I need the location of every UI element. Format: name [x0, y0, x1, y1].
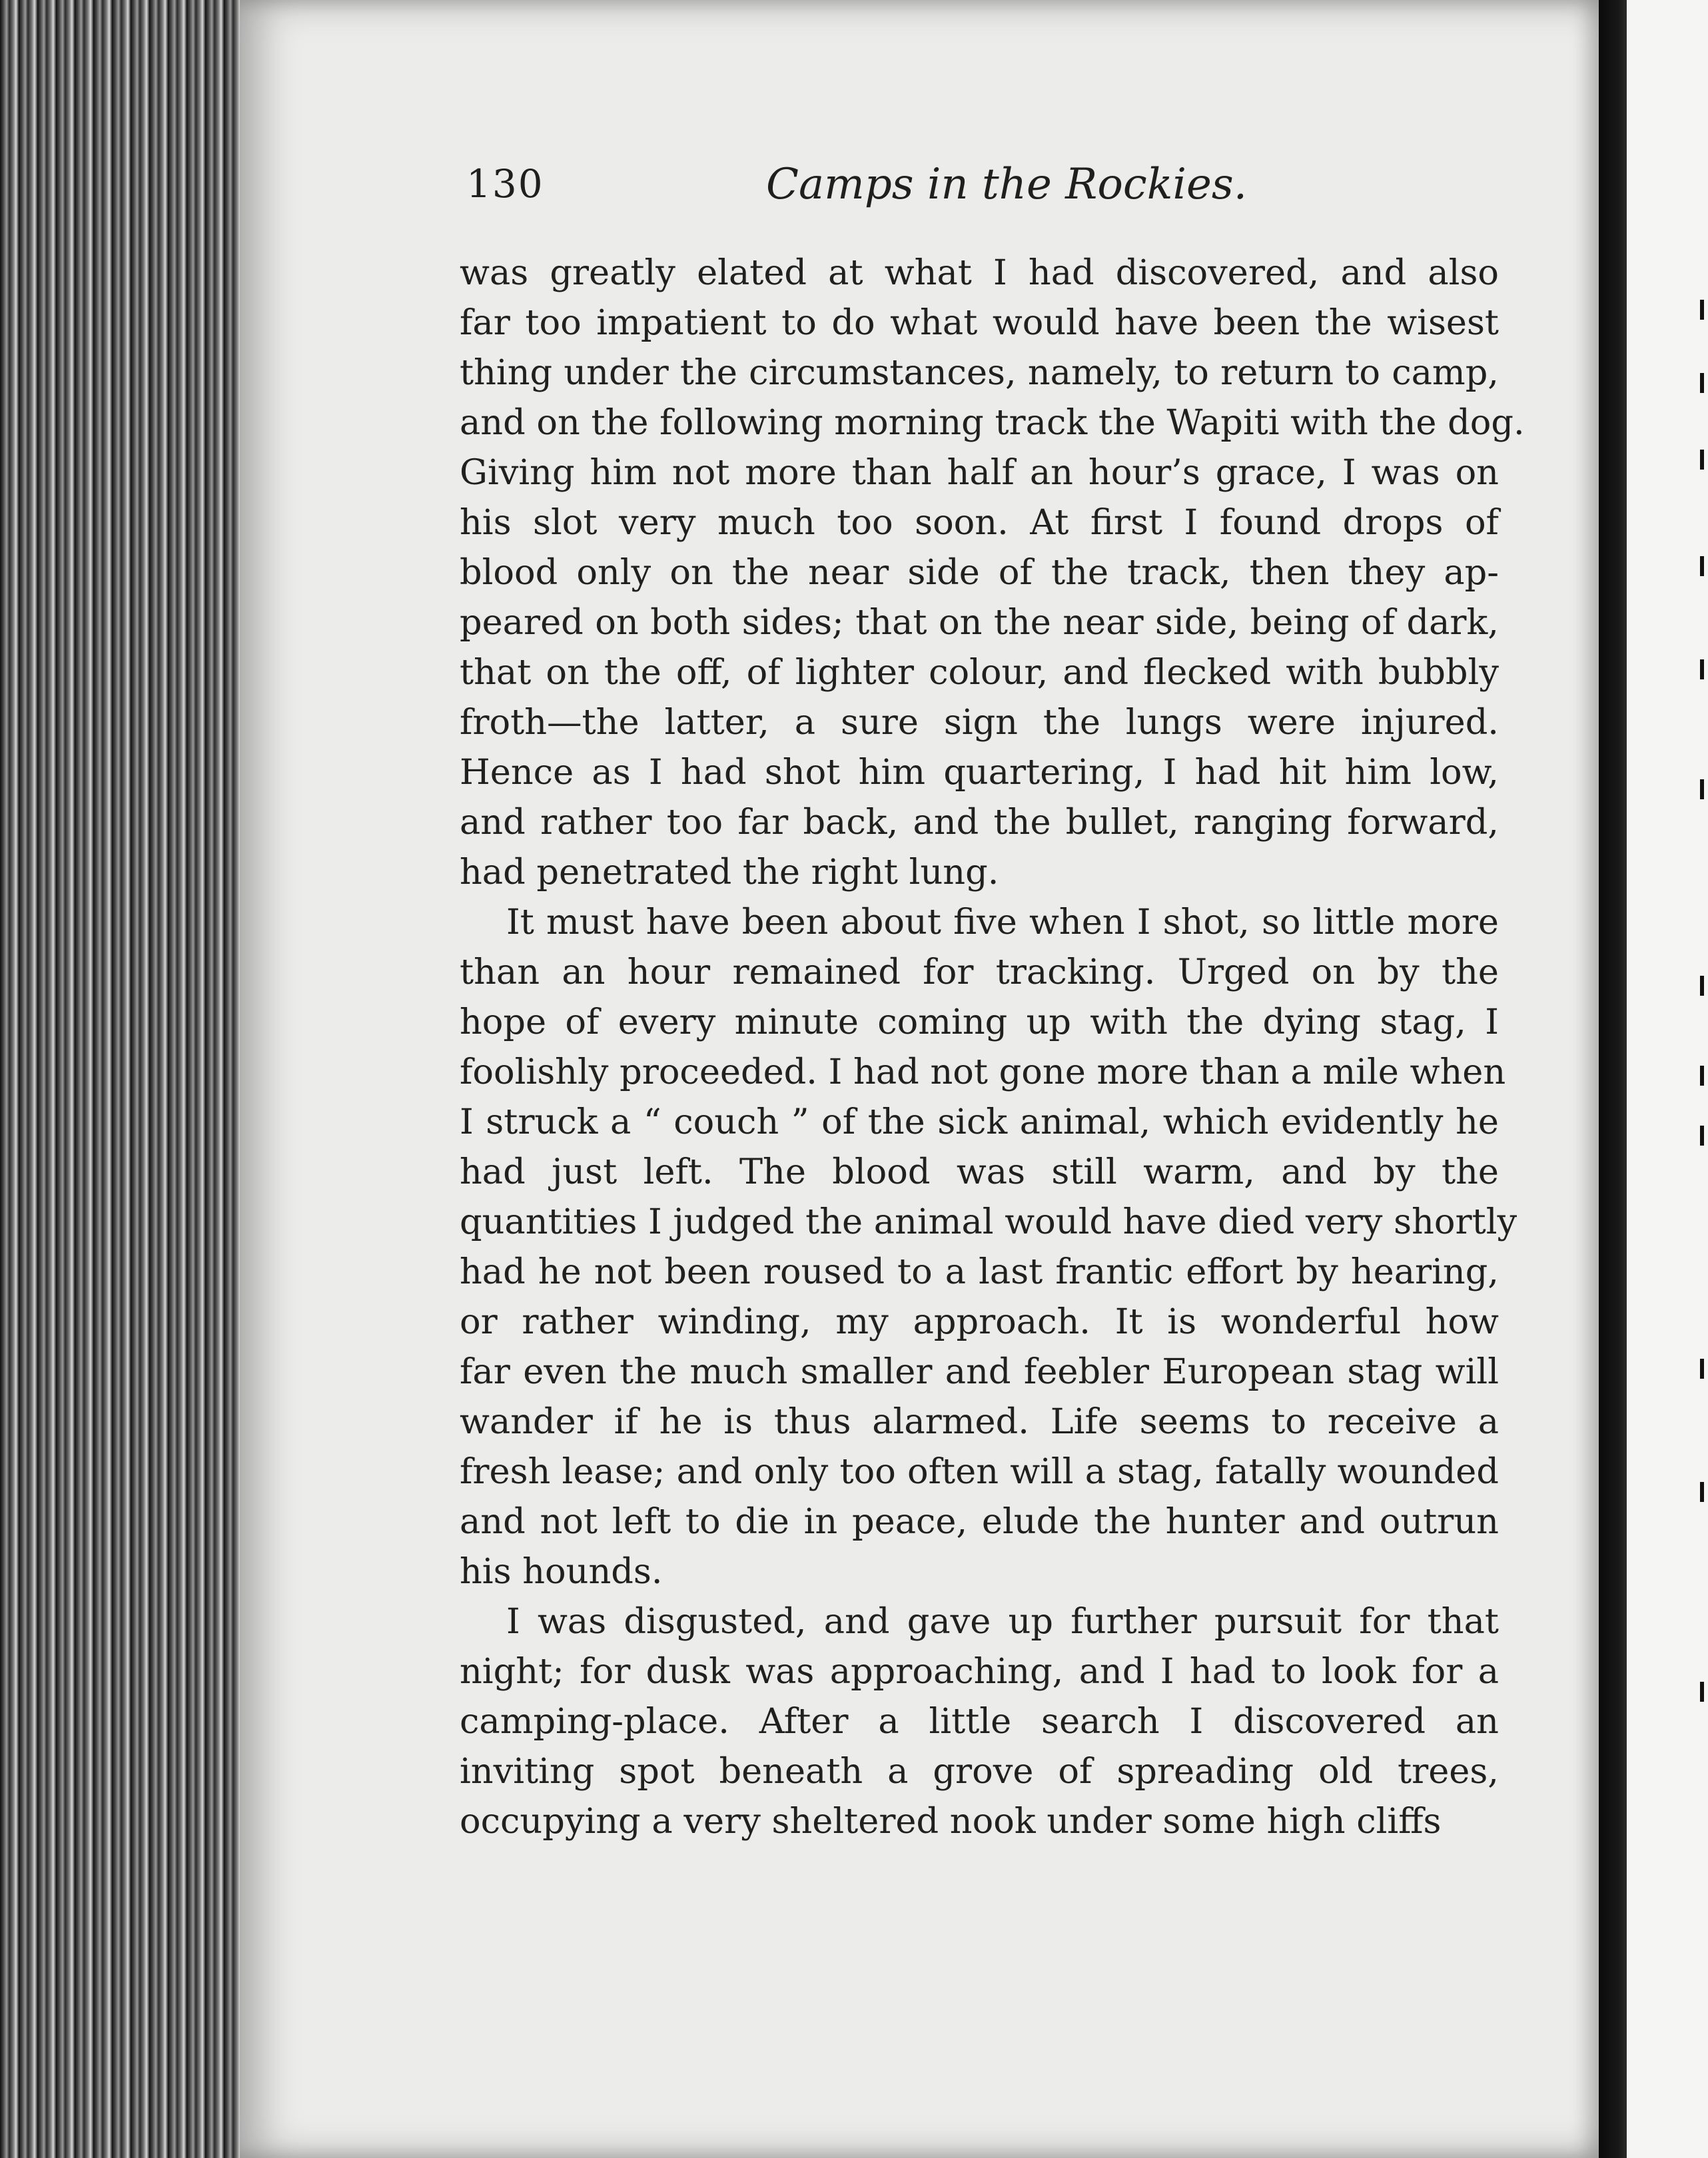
text-line: was greatly elated at what I had discovered, and also [460, 252, 1499, 293]
facing-page-text-fragment [1700, 1066, 1704, 1086]
text-line: foolishly proceeded. I had not gone more than a mile when [460, 1052, 1506, 1092]
text-line: peared on both sides; that on the near side, being of dark, [460, 602, 1499, 643]
text-line: hope of every minute coming up with the dying stag, I [460, 1002, 1499, 1042]
text-line: wander if he is thus alarmed. Life seems to receive a [460, 1401, 1499, 1442]
facing-page-text-fragment [1700, 1682, 1704, 1702]
body-text [460, 248, 1525, 1846]
facing-page-text-fragment [1700, 1126, 1704, 1146]
text-line: quantities I judged the animal would have died very shortly [460, 1202, 1517, 1242]
text-line: Hence as I had shot him quartering, I had hit him low, [460, 752, 1499, 793]
facing-page-text-fragment [1700, 373, 1704, 393]
text-line: had he not been roused to a last frantic effort by hearing, [460, 1252, 1499, 1292]
text-line: and not left to die in peace, elude the hunter and outrun [460, 1501, 1499, 1542]
facing-page-text-fragment [1700, 779, 1704, 799]
text-line: camping-place. After a little search I discovered an [460, 1701, 1499, 1742]
facing-page-text-fragment [1700, 1482, 1704, 1502]
text-line: his hounds. [460, 1551, 663, 1592]
text-line: far too impatient to do what would have been the wisest [460, 302, 1499, 343]
text-line: thing under the circumstances, namely, to return to camp, [460, 352, 1499, 393]
running-head-title: Camps in the Rockies. [766, 160, 1248, 209]
text-line: than an hour remained for tracking. Urged on by the [460, 952, 1499, 992]
text-line: I struck a “ couch ” of the sick animal, which evidently he [460, 1102, 1499, 1142]
text-line: and on the following morning track the Wapiti with the dog. [460, 402, 1525, 443]
facing-page-text-fragment [1700, 1359, 1704, 1379]
text-line: night; for dusk was approaching, and I had to look for a [460, 1651, 1499, 1692]
text-line: It must have been about five when I shot, so little more [506, 902, 1499, 942]
facing-page-text-fragment [1700, 450, 1704, 470]
text-line: inviting spot beneath a grove of spreading old trees, [460, 1751, 1499, 1792]
paragraph [460, 897, 1517, 1597]
page-header [466, 153, 1509, 226]
text-line: far even the much smaller and feebler European stag will [460, 1351, 1499, 1392]
text-line: had penetrated the right lung. [460, 852, 999, 893]
text-line: fresh lease; and only too often will a stag, fatally wounded [460, 1451, 1499, 1492]
text-line: or rather winding, my approach. It is wonderful how [460, 1301, 1499, 1342]
text-line: his slot very much too soon. At first I found drops of [460, 502, 1499, 543]
page-gutter-shadow [1599, 0, 1627, 2158]
text-line: that on the off, of lighter colour, and flecked with bubbly [460, 652, 1499, 693]
text-line: froth—the latter, a sure sign the lungs were injured. [460, 702, 1499, 743]
facing-page-text-fragment [1700, 976, 1704, 996]
text-line: blood only on the near side of the track, then they ap- [460, 552, 1499, 593]
text-line: and rather too far back, and the bullet, ranging forward, [460, 802, 1499, 843]
text-line: I was disgusted, and gave up further pursuit for that [506, 1601, 1499, 1642]
text-line: Giving him not more than half an hour’s grace, I was on [460, 452, 1499, 493]
paragraph [460, 1597, 1499, 1846]
facing-page-text-fragment [1700, 556, 1704, 576]
paragraph [460, 248, 1525, 897]
text-line: had just left. The blood was still warm, and by the [460, 1152, 1499, 1192]
page-number: 130 [466, 161, 544, 206]
facing-page-edge [1627, 0, 1708, 2158]
facing-page-text-fragment [1700, 659, 1704, 679]
facing-page-text-fragment [1700, 300, 1704, 320]
text-line: occupying a very sheltered nook under some high cliffs [460, 1801, 1442, 1842]
book-page-edges [0, 0, 240, 2158]
